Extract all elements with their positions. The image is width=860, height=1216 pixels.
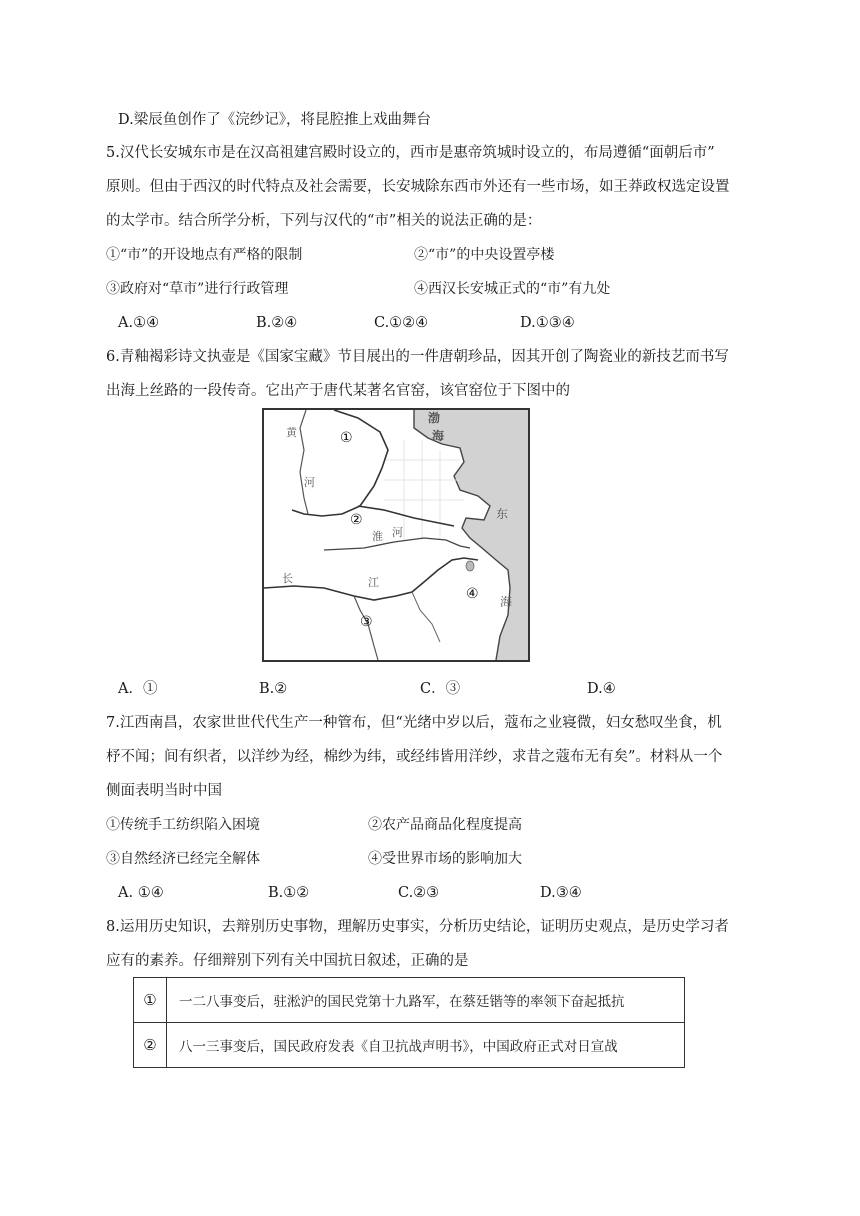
q5-stem-line-3: 的太学市。结合所学分析，下列与汉代的“市”相关的说法正确的是： — [106, 213, 542, 229]
map-marker-4: ④ — [466, 586, 479, 602]
map-label-huai: 淮 — [372, 530, 383, 543]
map-marker-1: ① — [340, 430, 353, 446]
q5-option-b[interactable]: B.②④ — [256, 315, 298, 331]
table-row — [134, 1023, 685, 1068]
q5-option-d[interactable]: D.①③④ — [520, 315, 575, 331]
q6-stem-line-2: 出海上丝路的一段传奇。它出产于唐代某著名官窑，该官窑位于下图中的 — [106, 383, 570, 399]
q6-option-b[interactable]: B.② — [259, 681, 288, 697]
q7-option-d[interactable]: D.③④ — [540, 885, 582, 901]
map-label-huang: 黄 — [286, 426, 297, 439]
map-label-hai-east: 海 — [500, 595, 513, 609]
map-yellow-river-upper — [300, 410, 308, 514]
q5-stem-line-1: 5.汉代长安城东市是在汉高祖建宫殿时设立的，西市是惠帝筑城时设立的，布局遵循“面朝后市” — [106, 145, 715, 161]
q7-option-b[interactable]: B.①② — [268, 885, 310, 901]
q6-option-a[interactable]: A．① — [118, 681, 158, 697]
map-marker-3: ③ — [360, 614, 373, 630]
q5-statement-1: ①“市”的开设地点有严格的限制 — [106, 247, 303, 263]
map-label-chang: 长 — [282, 572, 293, 585]
q6-option-d[interactable]: D.④ — [587, 681, 616, 697]
q7-stem-line-1: 7.江西南昌，农家世世代代生产一种管布，但“光绪中岁以后，蔻布之业寝微，妇女愁叹坐食，机 — [106, 715, 722, 731]
q8-row-2-text: 八一三事变后，国民政府发表《自卫抗战声明书》，中国政府正式对日宣战 — [167, 1023, 685, 1068]
map-label-jiang: 江 — [368, 576, 379, 589]
q7-stem-line-2: 杼不闻；间有织者，以洋纱为经，棉纱为纬，或经纬皆用洋纱，求昔之蔻布无有矣”。材料从一个 — [106, 749, 723, 765]
q8-row-2-number: ② — [134, 1023, 167, 1068]
q5-statement-3: ③政府对“草市”进行行政管理 — [106, 281, 289, 297]
q7-statement-2: ②农产品商品化程度提高 — [368, 817, 522, 833]
q5-option-c[interactable]: C.①②④ — [374, 315, 429, 331]
q8-statement-table — [133, 977, 685, 1068]
map-huai-river — [324, 538, 470, 550]
q7-option-a[interactable]: A. ①④ — [118, 885, 164, 901]
q5-stem-line-2: 原则。但由于西汉的时代特点及社会需要，长安城除东西市外还有一些市场，如王莽政权选定设置 — [106, 179, 730, 195]
map-label-bo: 渤 — [428, 411, 441, 425]
map-label-hai-top: 海 — [432, 429, 445, 443]
map-branch-river-2 — [412, 592, 440, 642]
table-row — [134, 978, 685, 1023]
q4-option-d: D.梁辰鱼创作了《浣纱记》，将昆腔推上戏曲舞台 — [118, 112, 431, 128]
map-marker-2: ② — [350, 512, 363, 528]
map-lake — [466, 561, 474, 571]
q8-row-1-text: 一二八事变后，驻淞沪的国民党第十九路军，在蔡廷锴等的率领下奋起抵抗 — [167, 978, 685, 1023]
q7-statement-1: ①传统手工纺织陷入困境 — [106, 817, 260, 833]
q5-option-a[interactable]: A.①④ — [118, 315, 160, 331]
q8-row-1-number: ① — [134, 978, 167, 1023]
map-label-dong: 东 — [496, 507, 509, 521]
map-label-he2: 河 — [392, 526, 403, 539]
q7-option-c[interactable]: C.②③ — [398, 885, 440, 901]
q6-stem-line-1: 6.青釉褐彩诗文执壶是《国家宝藏》节目展出的一件唐朝珍品，因其开创了陶瓷业的新技艺而书写 — [106, 349, 729, 365]
q8-stem-line-1: 8.运用历史知识，去辩别历史事物，理解历史事实，分析历史结论，证明历史观点，是历史学习者 — [106, 919, 729, 935]
q5-statement-2: ②“市”的中央设置亭楼 — [414, 247, 555, 263]
q7-statement-3: ③自然经济已经完全解体 — [106, 851, 260, 867]
q7-stem-line-3: 侧面表明当时中国 — [106, 783, 222, 799]
q7-statement-4: ④受世界市场的影响加大 — [368, 851, 522, 867]
tang-kiln-map — [262, 408, 530, 662]
q6-option-c[interactable]: C．③ — [420, 681, 461, 697]
q8-stem-line-2: 应有的素养。仔细辩别下列有关中国抗日叙述，正确的是 — [106, 953, 469, 969]
map-label-he: 河 — [304, 476, 315, 489]
q5-statement-4: ④西汉长安城正式的“市”有九处 — [414, 281, 611, 297]
